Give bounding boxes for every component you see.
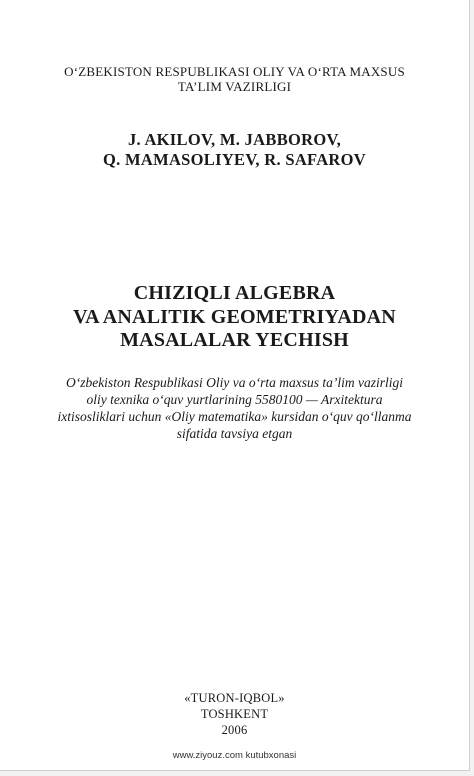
ministry-line-2: TA’LIM VAZIRLIGI <box>177 79 292 94</box>
subtitle-line-3: ixtisosliklari uchun «Oliy matematika» kursidan o‘quv qo‘llanma <box>57 409 412 424</box>
subtitle-line-4: sifatida tavsiya etgan <box>176 426 293 441</box>
authors-line-2: Q. MAMASOLIYEV, R. SAFAROV <box>103 150 366 169</box>
ministry-line-1: O‘ZBEKISTON RESPUBLIKASI OLIY VA O‘RTA MAXSUS <box>64 64 405 79</box>
title-line-1: CHIZIQLI ALGEBRA <box>133 282 336 304</box>
title-line-3: MASALALAR YECHISH <box>120 329 349 351</box>
ministry-heading <box>0 64 469 94</box>
publisher-year: 2006 <box>221 723 248 737</box>
authors-line-1: J. AKILOV, M. JABBOROV, <box>127 130 342 149</box>
approval-note <box>0 374 469 442</box>
publisher-info <box>0 690 469 738</box>
book-title <box>0 282 469 353</box>
subtitle-line-2: oliy texnika o‘quv yurtlarining 5580100 — Arxitektura <box>86 392 383 407</box>
publisher-city: TOSHKENT <box>200 707 269 721</box>
authors <box>0 130 469 170</box>
publisher-name: «TURON-IQBOL» <box>184 691 285 705</box>
title-line-2: VA ANALITIK GEOMETRIYADAN <box>73 305 396 328</box>
subtitle-line-1: O‘zbekiston Respublikasi Oliy va o‘rta maxsus ta’lim vazirligi <box>65 375 404 390</box>
footer-credit: www.ziyouz.com kutubxonasi <box>172 750 297 761</box>
